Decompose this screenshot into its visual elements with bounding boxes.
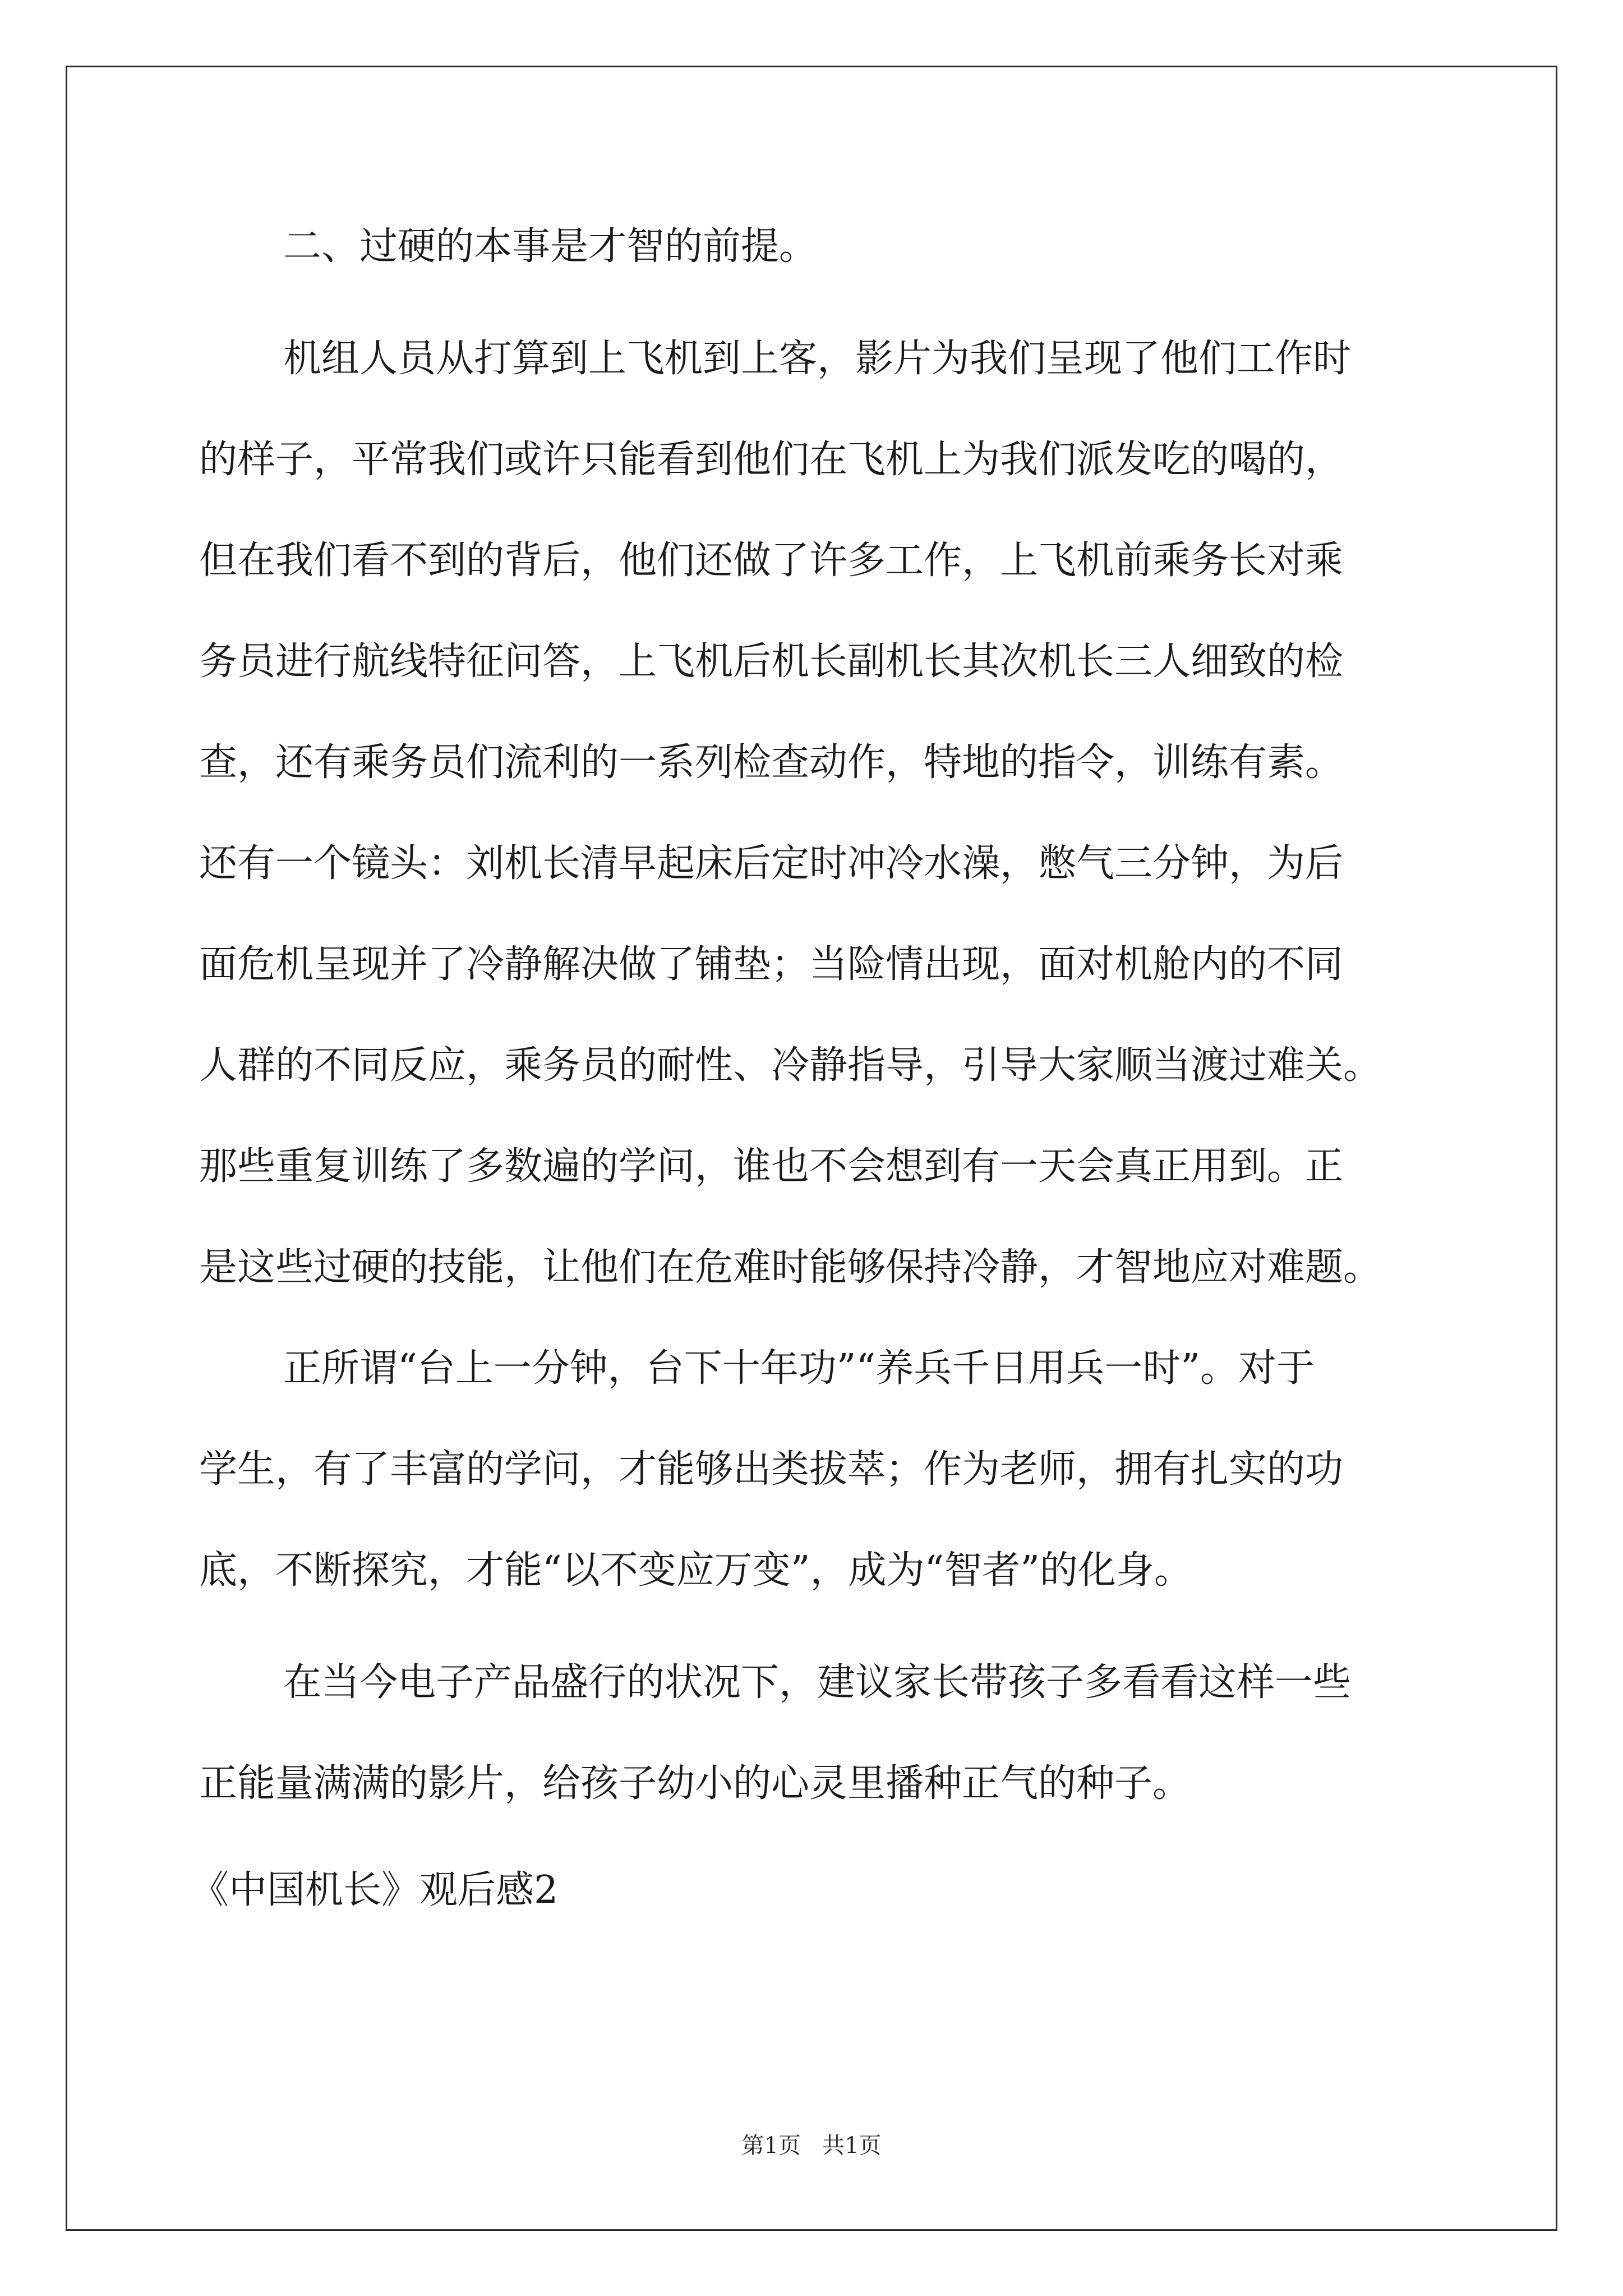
paragraph-line: 正所谓“台上一分钟，台下十年功”“养兵千日用兵一时”。对于 (283, 1346, 1315, 1391)
paragraph-line: 还有一个镜头：刘机长清早起床后定时冲冷水澡，憋气三分钟，为后 (199, 841, 1344, 886)
paragraph-line: 那些重复训练了多数遍的学问，谁也不会想到有一天会真正用到。正 (199, 1144, 1344, 1189)
paragraph-line: 学生，有了丰富的学问，才能够出类拔萃；作为老师，拥有扎实的功 (199, 1447, 1344, 1492)
paragraph-line: 正能量满满的影片，给孩子幼小的心灵里播种正气的种子。 (199, 1761, 1191, 1806)
section-heading: 《中国机长》观后感2 (191, 1868, 559, 1912)
paragraph-line: 但在我们看不到的背后，他们还做了许多工作，上飞机前乘务长对乘 (199, 539, 1344, 583)
paragraph-line: 是这些过硬的技能，让他们在危难时能够保持冷静，才智地应对难题。 (199, 1245, 1382, 1290)
paragraph-line: 面危机呈现并了冷静解决做了铺垫；当险情出现，面对机舱内的不同 (199, 942, 1344, 987)
paragraph-line: 在当今电子产品盛行的状况下，建议家长带孩子多看看这样一些 (283, 1660, 1352, 1705)
paragraph-line: 二、过硬的本事是才智的前提。 (283, 224, 818, 269)
paragraph-line: 查，还有乘务员们流利的一系列检查动作，特地的指令，训练有素。 (199, 740, 1344, 785)
paragraph-line: 机组人员从打算到上飞机到上客，影片为我们呈现了他们工作时 (283, 337, 1352, 381)
page-footer: 第1页 共1页 (741, 2133, 882, 2159)
paragraph-line: 务员进行航线特征问答，上飞机后机长副机长其次机长三人细致的检 (199, 639, 1344, 684)
paragraph-line: 底，不断探究，才能“以不变应万变”，成为“智者”的化身。 (199, 1548, 1193, 1593)
paragraph-line: 人群的不同反应，乘务员的耐性、冷静指导，引导大家顺当渡过难关。 (199, 1043, 1382, 1088)
paragraph-line: 的样子，平常我们或许只能看到他们在飞机上为我们派发吃的喝的， (199, 438, 1344, 482)
